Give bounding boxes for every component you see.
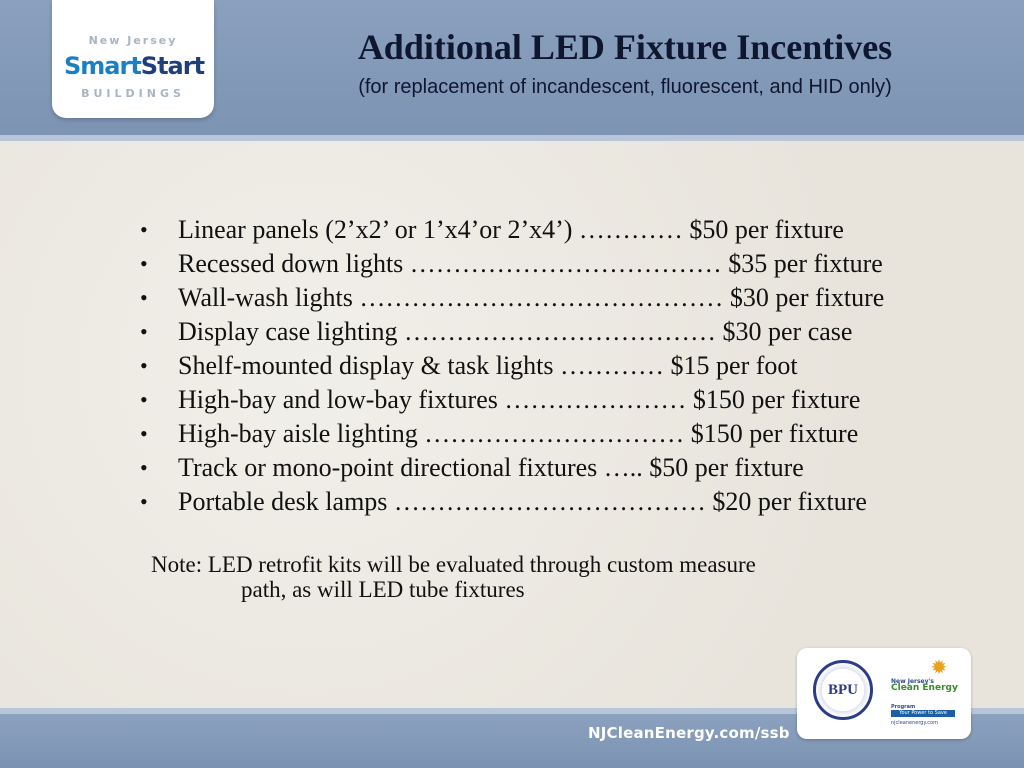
logo-arc-bottom-text: BUILDINGS: [81, 87, 185, 100]
incentive-text: High-bay and low-bay fixtures ………………… $150 per fixture: [178, 385, 861, 414]
bpu-label: BPU: [828, 682, 858, 698]
incentive-text: Portable desk lamps ……………………………… $20 per fixture: [178, 487, 867, 516]
logo-smart: Smart: [64, 52, 141, 80]
clean-energy-state: New Jersey's: [891, 678, 934, 685]
logo-wordmark: [64, 52, 204, 80]
incentive-text: Wall-wash lights …………………………………… $30 per fixture: [178, 283, 885, 312]
incentive-text: Track or mono-point directional fixtures ….. $50 per fixture: [178, 453, 804, 482]
bullet-icon: •: [140, 455, 148, 480]
bullet-icon: •: [140, 489, 148, 514]
clean-energy-title: Clean Energy: [891, 683, 958, 693]
logo-arc-top-text: New Jersey: [88, 34, 178, 47]
bullet-icon: •: [140, 285, 148, 310]
incentive-text: Shelf-mounted display & task lights ………… $15 per foot: [178, 351, 798, 380]
bullet-icon: •: [140, 319, 148, 344]
clean-energy-tagline: Your Power to Save: [891, 710, 955, 717]
note: [151, 552, 756, 602]
bpu-seal-icon: [813, 660, 873, 720]
smartstart-logo: [52, 0, 214, 118]
partner-logos: [797, 648, 971, 739]
bullet-icon: •: [140, 217, 148, 242]
sun-icon: ✹: [930, 657, 948, 679]
bullet-icon: •: [140, 387, 148, 412]
incentive-text: Recessed down lights ……………………………… $35 per fixture: [178, 249, 883, 278]
bullet-icon: •: [140, 353, 148, 378]
note-line-2: path, as will LED tube fixtures: [241, 577, 525, 602]
bullet-icon: •: [140, 251, 148, 276]
incentive-text: Display case lighting ……………………………… $30 per case: [178, 317, 853, 346]
incentive-text: High-bay aisle lighting ………………………… $150 per fixture: [178, 419, 859, 448]
incentive-text: Linear panels (2’x2’ or 1’x4’or 2’x4’) ………… $50 per fixture: [178, 215, 844, 244]
logo-start: Start: [140, 52, 205, 80]
note-line-1: Note: LED retrofit kits will be evaluated through custom measure: [151, 552, 756, 577]
page-title: Additional LED Fixture Incentives: [357, 27, 893, 67]
footer-url: NJCleanEnergy.com/ssb: [588, 724, 790, 742]
page-subtitle: (for replacement of incandescent, fluorescent, and HID only): [358, 76, 892, 98]
clean-energy-program: Program: [891, 704, 916, 710]
clean-energy-url: njcleanenergy.com: [891, 720, 938, 726]
clean-energy-logo: [889, 658, 959, 730]
bullet-icon: •: [140, 421, 148, 446]
